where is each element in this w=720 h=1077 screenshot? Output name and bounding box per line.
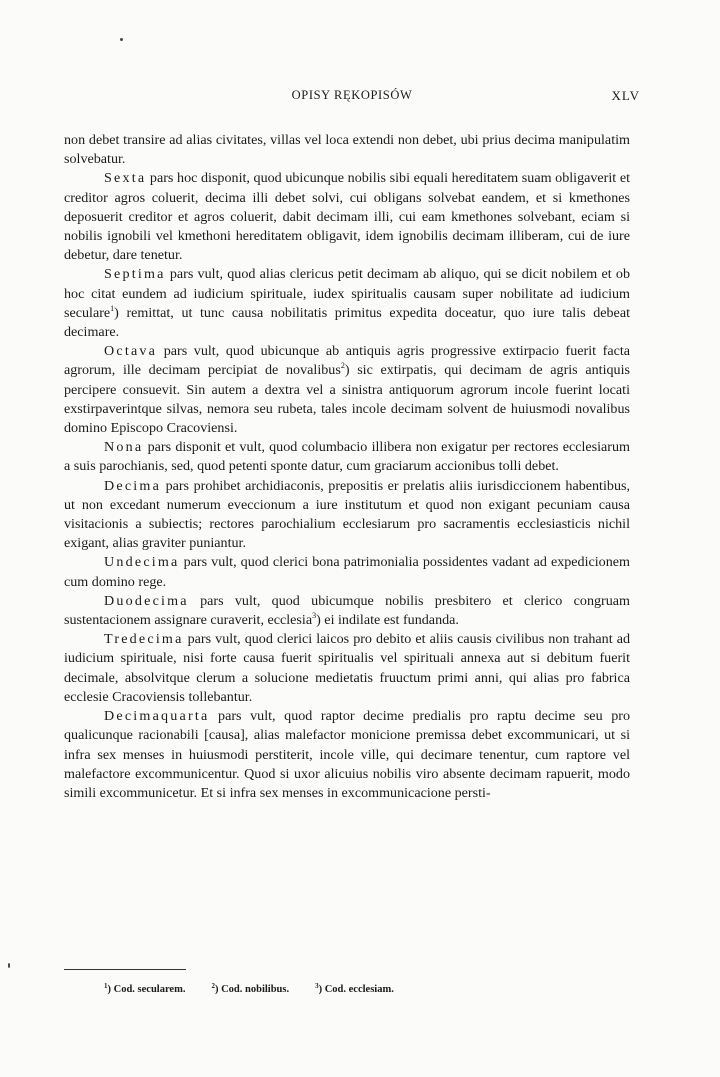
paragraph	[64, 342, 630, 438]
paragraph-text: pars disponit et vult, quod columbacio illibera non exigatur per rectores ecclesiarum a suis parochianis, sed, quod petenti sponte datur, cum graciarum accionibus tolli debet.	[64, 439, 630, 475]
paragraph	[64, 707, 630, 803]
paragraph-text: pars vult, quod clerici bona patrimonialia possidentes vadant ad expedicionem cum domino rege.	[64, 554, 630, 590]
paragraph	[64, 630, 630, 707]
footnote	[315, 984, 394, 995]
paragraph-lead-word: Decima	[104, 477, 162, 494]
page-header	[64, 88, 640, 106]
paragraph-lead-word: Nona	[104, 439, 144, 456]
paragraph-text: ) ei indilate est fundanda.	[316, 612, 459, 629]
footnote-text: ) Cod. nobilibus.	[214, 984, 290, 995]
paragraph-lead-word: Septima	[104, 266, 166, 283]
footnote-text: ) Cod. secularem.	[107, 984, 186, 995]
footnote-number: 3	[315, 982, 319, 990]
paragraph-text: ) remittat, ut tunc causa nobilitatis primitus expedita doceatur, quo iure talis debeat decimare.	[64, 304, 630, 341]
footnote-divider	[64, 969, 186, 970]
page-number: XLV	[611, 88, 640, 103]
paragraph-text: pars vult, quod raptor decime predialis pro raptu decime seu pro qualicunque racionabili [causa], alias malefactor monicione premissa debet excommunicari, ut si infra sex menses in huiusmodi perstiterit, incole ville, qui decimare tenentur, cum raptore vel malefactore excommunicentur. Quod si uxor alicuius nobilis viro absente decimam rapuerit, modo simili excommunicetur. Et si infra sex menses in excommunicacione persti-	[64, 708, 630, 801]
paragraph-text: pars vult, quod ubicumque nobilis presbitero et clerico congruam sustentacionem assignare curaverit, ecclesia	[64, 592, 630, 629]
paragraph-lead-word: Tredecima	[104, 631, 184, 648]
footnote-reference: 2	[340, 361, 345, 371]
paragraph-lead-word: Decimaquarta	[104, 708, 210, 725]
footnote-reference: 3	[312, 611, 317, 621]
paragraph	[64, 592, 630, 630]
paragraph-lead-word: Octava	[104, 343, 158, 360]
paragraph-lead-word: Duodecima	[104, 592, 189, 609]
paragraph-text: ) sic extirpatis, qui decimam de agris antiquis percipere consuevit. Sin autem a dextra vel a sinistra antiquorum agrorum incole fuerint locati exstirpaverintque silvas, nemora seu rubeta, tales incole decimam solvent de huiusmodi novalibus domino Episcopo Cracoviensi.	[64, 362, 630, 437]
paragraph-text: pars vult, quod ubicunque ab antiquis agris progressive extirpacio fuerit facta agrorum, ille decimam percipiat de novalibus	[64, 343, 630, 379]
paragraph	[64, 477, 630, 554]
paragraph-lead-word: Sexta	[104, 170, 147, 187]
footnote	[211, 984, 289, 995]
footnote-reference: 1	[110, 303, 115, 313]
paragraph-text: pars prohibet archidiaconis, prepositis er prelatis aliis iurisdiccionem habentibus, ut non excedant numerum eveccionum a iure institutum et quod non exigant pecuniam causa visitacionis a subiectis; rectores parochialium ecclesiarum pro sacramentis ecclesiasticis nichil exigant, alias graviter puniantur.	[64, 477, 630, 552]
main-text	[64, 131, 630, 803]
running-title: OPISY RĘKOPISÓW	[291, 88, 413, 102]
paragraph-text: non debet transire ad alias civitates, villas vel loca extendi non debet, ubi prius decima manipulatim solvebatur.	[64, 132, 630, 168]
paragraph-text: pars hoc disponit, quod ubicunque nobilis sibi equali hereditatem suam obligaverit et creditor agros coluerit, decima illi debet solvi, cui obligans solvebat eandem, et si kmethones deposuerit creditor et agros coluerit, dabit decimam illi, cui eam kmethones solvebant, eciam si nobilis ignobili vel kmethoni hereditatem obligavit, idem ignobilis decimam illiberam, cui de iure debetur, dare tenetur.	[64, 170, 630, 264]
paragraph	[64, 438, 630, 476]
ink-speck	[120, 38, 123, 41]
paragraph-lead-word: Undecima	[104, 554, 180, 571]
paragraph	[64, 553, 630, 591]
ink-speck	[8, 963, 10, 968]
paragraph	[64, 169, 630, 265]
paragraph	[64, 131, 630, 169]
footnote	[104, 984, 185, 995]
paragraph-text: pars vult, quod alias clericus petit decimam ab aliquo, qui se dicit nobilem et ob hoc citat eundem ad iudicium spirituale, iudex spiritualis causam super nobilitate ad iudicium seculare	[64, 266, 630, 321]
footnote-number: 2	[211, 982, 215, 990]
paragraph	[64, 265, 630, 342]
footnote-number: 1	[104, 982, 108, 990]
footnotes	[104, 984, 604, 995]
paragraph-text: pars vult, quod clerici laicos pro debito et aliis causis civilibus non trahant ad iudicium spirituale, nisi forte causa fuerit spiritualis vel spirituali annexa aut si debitum fuerit decimale, absolvitque clerum a solucione medietatis fruuctum primi anni, qui alias pro fabrica ecclesie Cracoviensis tollebantur.	[64, 631, 630, 705]
footnote-text: ) Cod. ecclesiam.	[318, 984, 394, 995]
